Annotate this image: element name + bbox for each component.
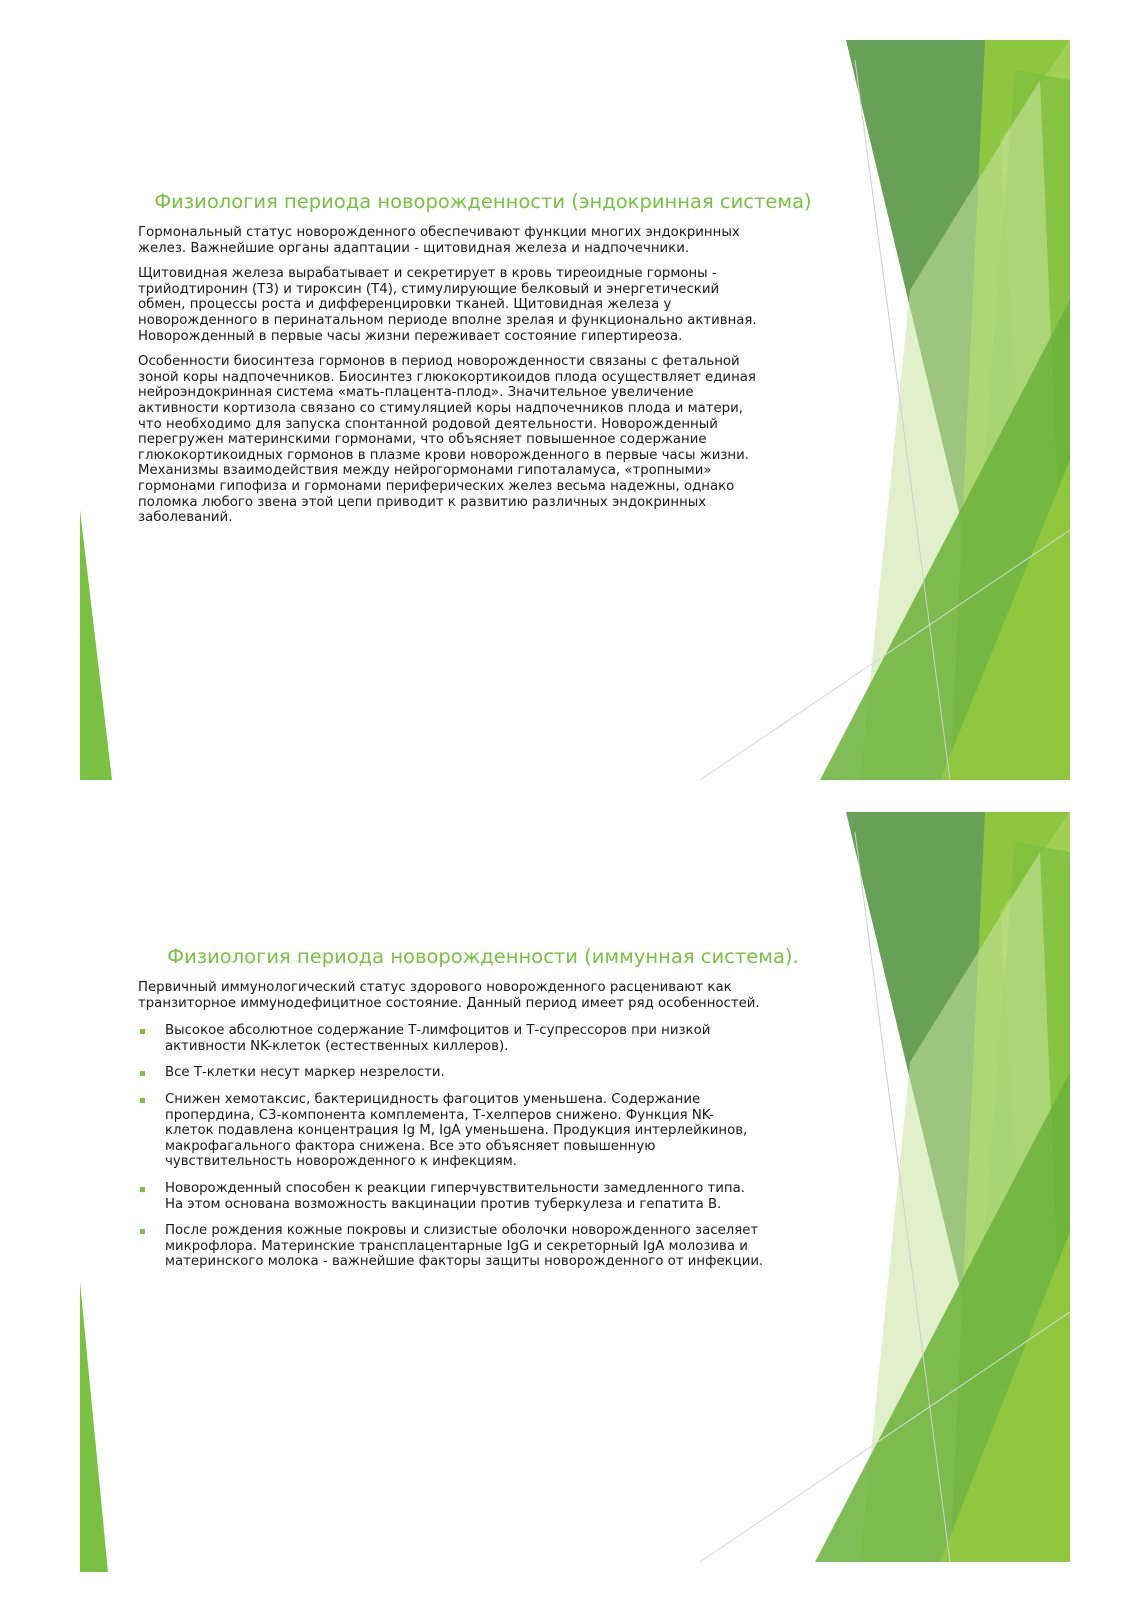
square-bullet-icon <box>140 1098 145 1103</box>
slide-content <box>138 945 828 1281</box>
slide-endocrine <box>80 40 1080 790</box>
list-item-text: Новорожденный способен к реакции гиперчувствительности замедленного типа. На этом основана возможность вакцинации против туберкулеза и гепатита В. <box>165 1180 745 1212</box>
square-bullet-icon <box>140 1071 145 1076</box>
list-item <box>138 1092 828 1170</box>
square-bullet-icon <box>140 1187 145 1192</box>
paragraph-hormonal-status: Гормональный статус новорожденного обеспечивают функции многих эндокринных желез. Важнейшие органы адаптации - щитовидная железа и надпочечники. <box>138 225 740 256</box>
slide-title: Физиология периода новорожденности (эндокринная система) <box>154 190 812 213</box>
list-item <box>138 1223 828 1270</box>
bullet-list <box>138 1023 828 1270</box>
slide-content <box>138 190 828 536</box>
list-item-text: После рождения кожные покровы и слизистые оболочки новорожденного заселяет микрофлора. Материнские трансплацентарные IgG и секреторный IgA молозива и материнского молока - важнейшие факторы защиты новорожденного от инфекции. <box>165 1223 764 1270</box>
list-item-text: Все Т-клетки несут маркер незрелости. <box>165 1065 445 1081</box>
paragraph-intro: Первичный иммунологический статус здорового новорожденного расценивают как транзиторное иммунодефицитное состояние. Данный период имеет ряд особенностей. <box>138 980 760 1011</box>
slide-immune <box>80 812 1080 1572</box>
square-bullet-icon <box>140 1029 145 1034</box>
paragraph-adrenal: Особенности биосинтеза гормонов в период новорожденности связаны с фетальной зоной коры надпочечников. Биосинтез глюкокортикоидов плода осуществляет единая нейроэндокринная система «мать-плацента-плод». Значительное увеличение активности кортизола связано со стимуляцией коры надпочечников плода и матери, что необходимо для запуска спонтанной родовой деятельности. Новорожденный перегружен материнскими гормонами, что объясняет повышенное содержание глюкокортикоидных гормонов в плазме крови новорожденного в первые часы жизни. Механизмы взаимодействия между нейрогормонами гипоталамуса, «тропными» гормонами гипофиза и гормонами периферических желез весьма надежны, однако поломка любого звена этой цепи приводит к развитию различных эндокринных заболеваний. <box>138 354 756 526</box>
list-item-text: Снижен хемотаксис, бактерицидность фагоцитов уменьшена. Содержание пропердина, С3-компонента комплемента, Т-хелперов снижено. Функция NK- клеток подавлена концентрация Ig М, IgA уменьшена. Продукция интерлейкинов, макрофагального фактора снижена. Все это объясняет повышенную чувствительность новорожденного к инфекциям. <box>165 1091 748 1170</box>
list-item <box>138 1023 828 1054</box>
list-item <box>138 1181 828 1212</box>
square-bullet-icon <box>140 1229 145 1234</box>
paragraph-thyroid: Щитовидная железа вырабатывает и секретирует в кровь тиреоидные гормоны - трийодтиронин (Т3) и тироксин (Т4), стимулирующие белковый и энергетический обмен, процессы роста и дифференцировки тканей. Щитовидная железа у новорожденного в перинатальном периоде вполне зрелая и функционально активная. Новорожденный в первые часы жизни переживает состояние гипертиреоза. <box>138 266 757 344</box>
list-item-text: Высокое абсолютное содержание Т-лимфоцитов и Т-супрессоров при низкой активности NK-клеток (естественных киллеров). <box>165 1023 711 1054</box>
list-item <box>138 1065 828 1081</box>
slide-title: Физиология периода новорожденности (иммунная система). <box>167 945 799 968</box>
